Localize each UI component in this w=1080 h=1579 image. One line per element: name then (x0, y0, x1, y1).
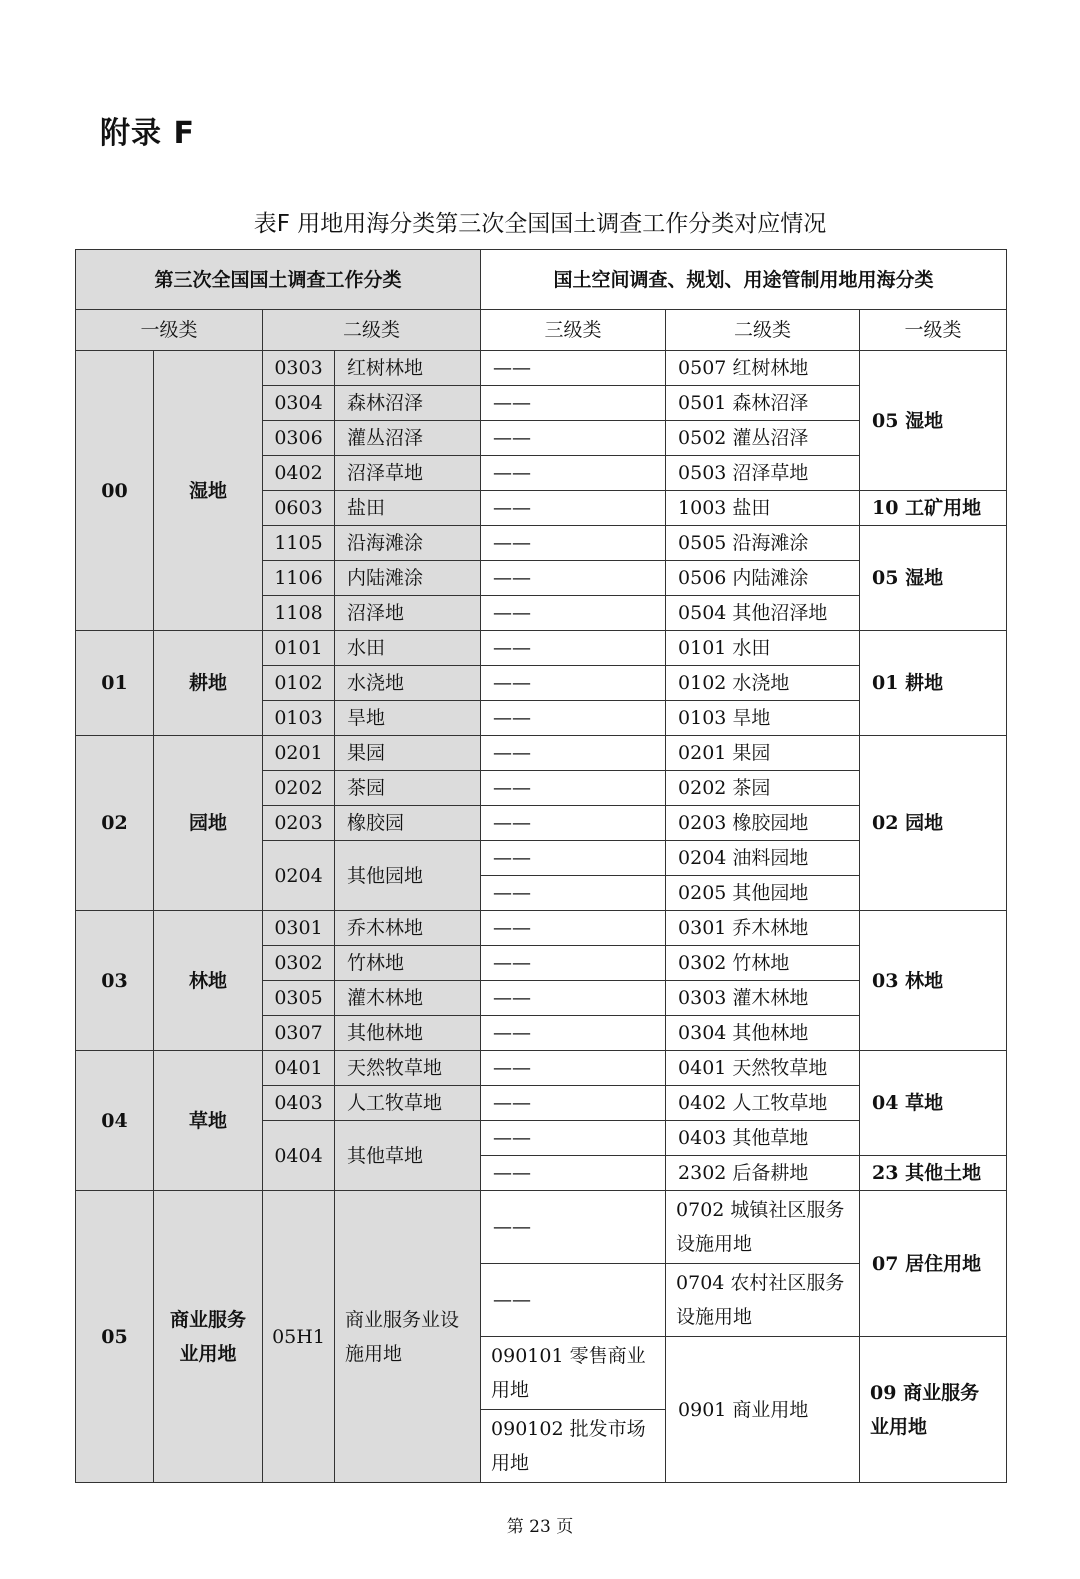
row-new-level2: 0304 其他林地 (666, 1016, 860, 1051)
new-level1: 02 园地 (860, 736, 1007, 911)
row-code: 0401 (263, 1051, 335, 1086)
row-code: 0102 (263, 666, 335, 701)
row-name: 人工牧草地 (335, 1086, 481, 1121)
header-level2: 二级类 (263, 310, 481, 351)
row-level3: 090102 批发市场用地 (481, 1410, 666, 1483)
new-level1: 03 林地 (860, 911, 1007, 1051)
row-name: 橡胶园 (335, 806, 481, 841)
row-level3: —— (481, 561, 666, 596)
group-name: 商业服务业用地 (154, 1191, 263, 1483)
row-new-level2: 0101 水田 (666, 631, 860, 666)
row-new-level2: 2302 后备耕地 (666, 1156, 860, 1191)
row-new-level2: 0702 城镇社区服务设施用地 (666, 1191, 860, 1264)
row-name: 灌丛沼泽 (335, 421, 481, 456)
row-new-level2: 0402 人工牧草地 (666, 1086, 860, 1121)
row-code: 0103 (263, 701, 335, 736)
row-level3: —— (481, 1264, 666, 1337)
row-level3: —— (481, 526, 666, 561)
row-code: 0305 (263, 981, 335, 1016)
row-name: 水浇地 (335, 666, 481, 701)
row-level3: 090101 零售商业用地 (481, 1337, 666, 1410)
new-level1: 10 工矿用地 (860, 491, 1007, 526)
row-name: 红树林地 (335, 351, 481, 386)
row-name: 森林沼泽 (335, 386, 481, 421)
row-level3: —— (481, 1191, 666, 1264)
row-level3: —— (481, 911, 666, 946)
row-name: 其他草地 (335, 1121, 481, 1191)
table-row (76, 911, 1007, 946)
row-code: 0204 (263, 841, 335, 911)
row-level3: —— (481, 1156, 666, 1191)
row-code: 0301 (263, 911, 335, 946)
row-level3: —— (481, 946, 666, 981)
row-level3: —— (481, 456, 666, 491)
row-code: 0203 (263, 806, 335, 841)
row-name: 乔木林地 (335, 911, 481, 946)
group-code: 05 (76, 1191, 154, 1483)
header-row-1 (76, 250, 1007, 310)
classification-table (75, 249, 1007, 1483)
group-code: 01 (76, 631, 154, 736)
row-new-level2: 0501 森林沼泽 (666, 386, 860, 421)
header-left-group: 第三次全国国土调查工作分类 (76, 250, 481, 310)
group-name: 林地 (154, 911, 263, 1051)
row-name: 沼泽草地 (335, 456, 481, 491)
group-name: 草地 (154, 1051, 263, 1191)
row-new-level2: 1003 盐田 (666, 491, 860, 526)
header-level1: 一级类 (76, 310, 263, 351)
row-code: 0403 (263, 1086, 335, 1121)
row-code: 0101 (263, 631, 335, 666)
new-level1: 05 湿地 (860, 526, 1007, 631)
row-level3: —— (481, 1121, 666, 1156)
row-new-level2: 0301 乔木林地 (666, 911, 860, 946)
header-row-2 (76, 310, 1007, 351)
row-name: 灌木林地 (335, 981, 481, 1016)
row-code: 1108 (263, 596, 335, 631)
appendix-title: 附录 F (100, 116, 195, 151)
row-new-level2: 0102 水浇地 (666, 666, 860, 701)
row-new-level2: 0203 橡胶园地 (666, 806, 860, 841)
row-code: 0306 (263, 421, 335, 456)
row-name: 其他林地 (335, 1016, 481, 1051)
group-name: 耕地 (154, 631, 263, 736)
row-code: 1105 (263, 526, 335, 561)
row-name: 商业服务业设施用地 (335, 1191, 481, 1483)
row-level3: —— (481, 666, 666, 701)
group-name: 湿地 (154, 351, 263, 631)
row-name: 水田 (335, 631, 481, 666)
row-code: 0402 (263, 456, 335, 491)
table-row (76, 736, 1007, 771)
new-level1: 07 居住用地 (860, 1191, 1007, 1337)
row-level3: —— (481, 1086, 666, 1121)
header-level3: 三级类 (481, 310, 666, 351)
new-level1: 23 其他土地 (860, 1156, 1007, 1191)
table-row (76, 1191, 1007, 1264)
row-new-level2: 0506 内陆滩涂 (666, 561, 860, 596)
group-code: 04 (76, 1051, 154, 1191)
row-code: 0201 (263, 736, 335, 771)
row-new-level2: 0505 沿海滩涂 (666, 526, 860, 561)
row-name: 旱地 (335, 701, 481, 736)
row-code: 0304 (263, 386, 335, 421)
row-level3: —— (481, 386, 666, 421)
row-level3: —— (481, 701, 666, 736)
row-name: 茶园 (335, 771, 481, 806)
new-level1: 04 草地 (860, 1051, 1007, 1156)
row-new-level2: 0503 沼泽草地 (666, 456, 860, 491)
row-level3: —— (481, 771, 666, 806)
group-code: 02 (76, 736, 154, 911)
row-new-level2: 0202 茶园 (666, 771, 860, 806)
row-name: 内陆滩涂 (335, 561, 481, 596)
row-level3: —— (481, 631, 666, 666)
header-level2-new: 二级类 (666, 310, 860, 351)
row-new-level2: 0504 其他沼泽地 (666, 596, 860, 631)
row-new-level2: 0704 农村社区服务设施用地 (666, 1264, 860, 1337)
new-level1: 09 商业服务业用地 (860, 1337, 1007, 1483)
row-level3: —— (481, 1051, 666, 1086)
row-code: 0307 (263, 1016, 335, 1051)
table-row (76, 631, 1007, 666)
table-row (76, 351, 1007, 386)
row-new-level2: 0401 天然牧草地 (666, 1051, 860, 1086)
row-new-level2: 0201 果园 (666, 736, 860, 771)
row-name: 果园 (335, 736, 481, 771)
row-code: 0202 (263, 771, 335, 806)
row-level3: —— (481, 876, 666, 911)
row-name: 沿海滩涂 (335, 526, 481, 561)
row-new-level2: 0901 商业用地 (666, 1337, 860, 1483)
header-right-group: 国土空间调查、规划、用途管制用地用海分类 (481, 250, 1007, 310)
row-new-level2: 0502 灌丛沼泽 (666, 421, 860, 456)
group-code: 03 (76, 911, 154, 1051)
row-new-level2: 0302 竹林地 (666, 946, 860, 981)
row-code: 0303 (263, 351, 335, 386)
row-new-level2: 0507 红树林地 (666, 351, 860, 386)
page-footer: 第 23 页 (506, 1517, 574, 1537)
row-level3: —— (481, 596, 666, 631)
table-row (76, 1051, 1007, 1086)
row-new-level2: 0303 灌木林地 (666, 981, 860, 1016)
header-level1-new: 一级类 (860, 310, 1007, 351)
row-level3: —— (481, 421, 666, 456)
row-level3: —— (481, 841, 666, 876)
row-new-level2: 0205 其他园地 (666, 876, 860, 911)
row-code: 0302 (263, 946, 335, 981)
row-name: 竹林地 (335, 946, 481, 981)
row-new-level2: 0103 旱地 (666, 701, 860, 736)
new-level1: 05 湿地 (860, 351, 1007, 491)
row-name: 盐田 (335, 491, 481, 526)
row-name: 沼泽地 (335, 596, 481, 631)
row-level3: —— (481, 736, 666, 771)
row-code: 1106 (263, 561, 335, 596)
row-name: 天然牧草地 (335, 1051, 481, 1086)
row-level3: —— (481, 981, 666, 1016)
row-code: 05H1 (263, 1191, 335, 1483)
group-code: 00 (76, 351, 154, 631)
row-code: 0404 (263, 1121, 335, 1191)
row-name: 其他园地 (335, 841, 481, 911)
row-level3: —— (481, 491, 666, 526)
row-new-level2: 0403 其他草地 (666, 1121, 860, 1156)
group-name: 园地 (154, 736, 263, 911)
row-level3: —— (481, 351, 666, 386)
row-level3: —— (481, 806, 666, 841)
row-new-level2: 0204 油料园地 (666, 841, 860, 876)
row-level3: —— (481, 1016, 666, 1051)
row-code: 0603 (263, 491, 335, 526)
table-caption: 表F 用地用海分类第三次全国国土调查工作分类对应情况 (253, 211, 827, 237)
new-level1: 01 耕地 (860, 631, 1007, 736)
